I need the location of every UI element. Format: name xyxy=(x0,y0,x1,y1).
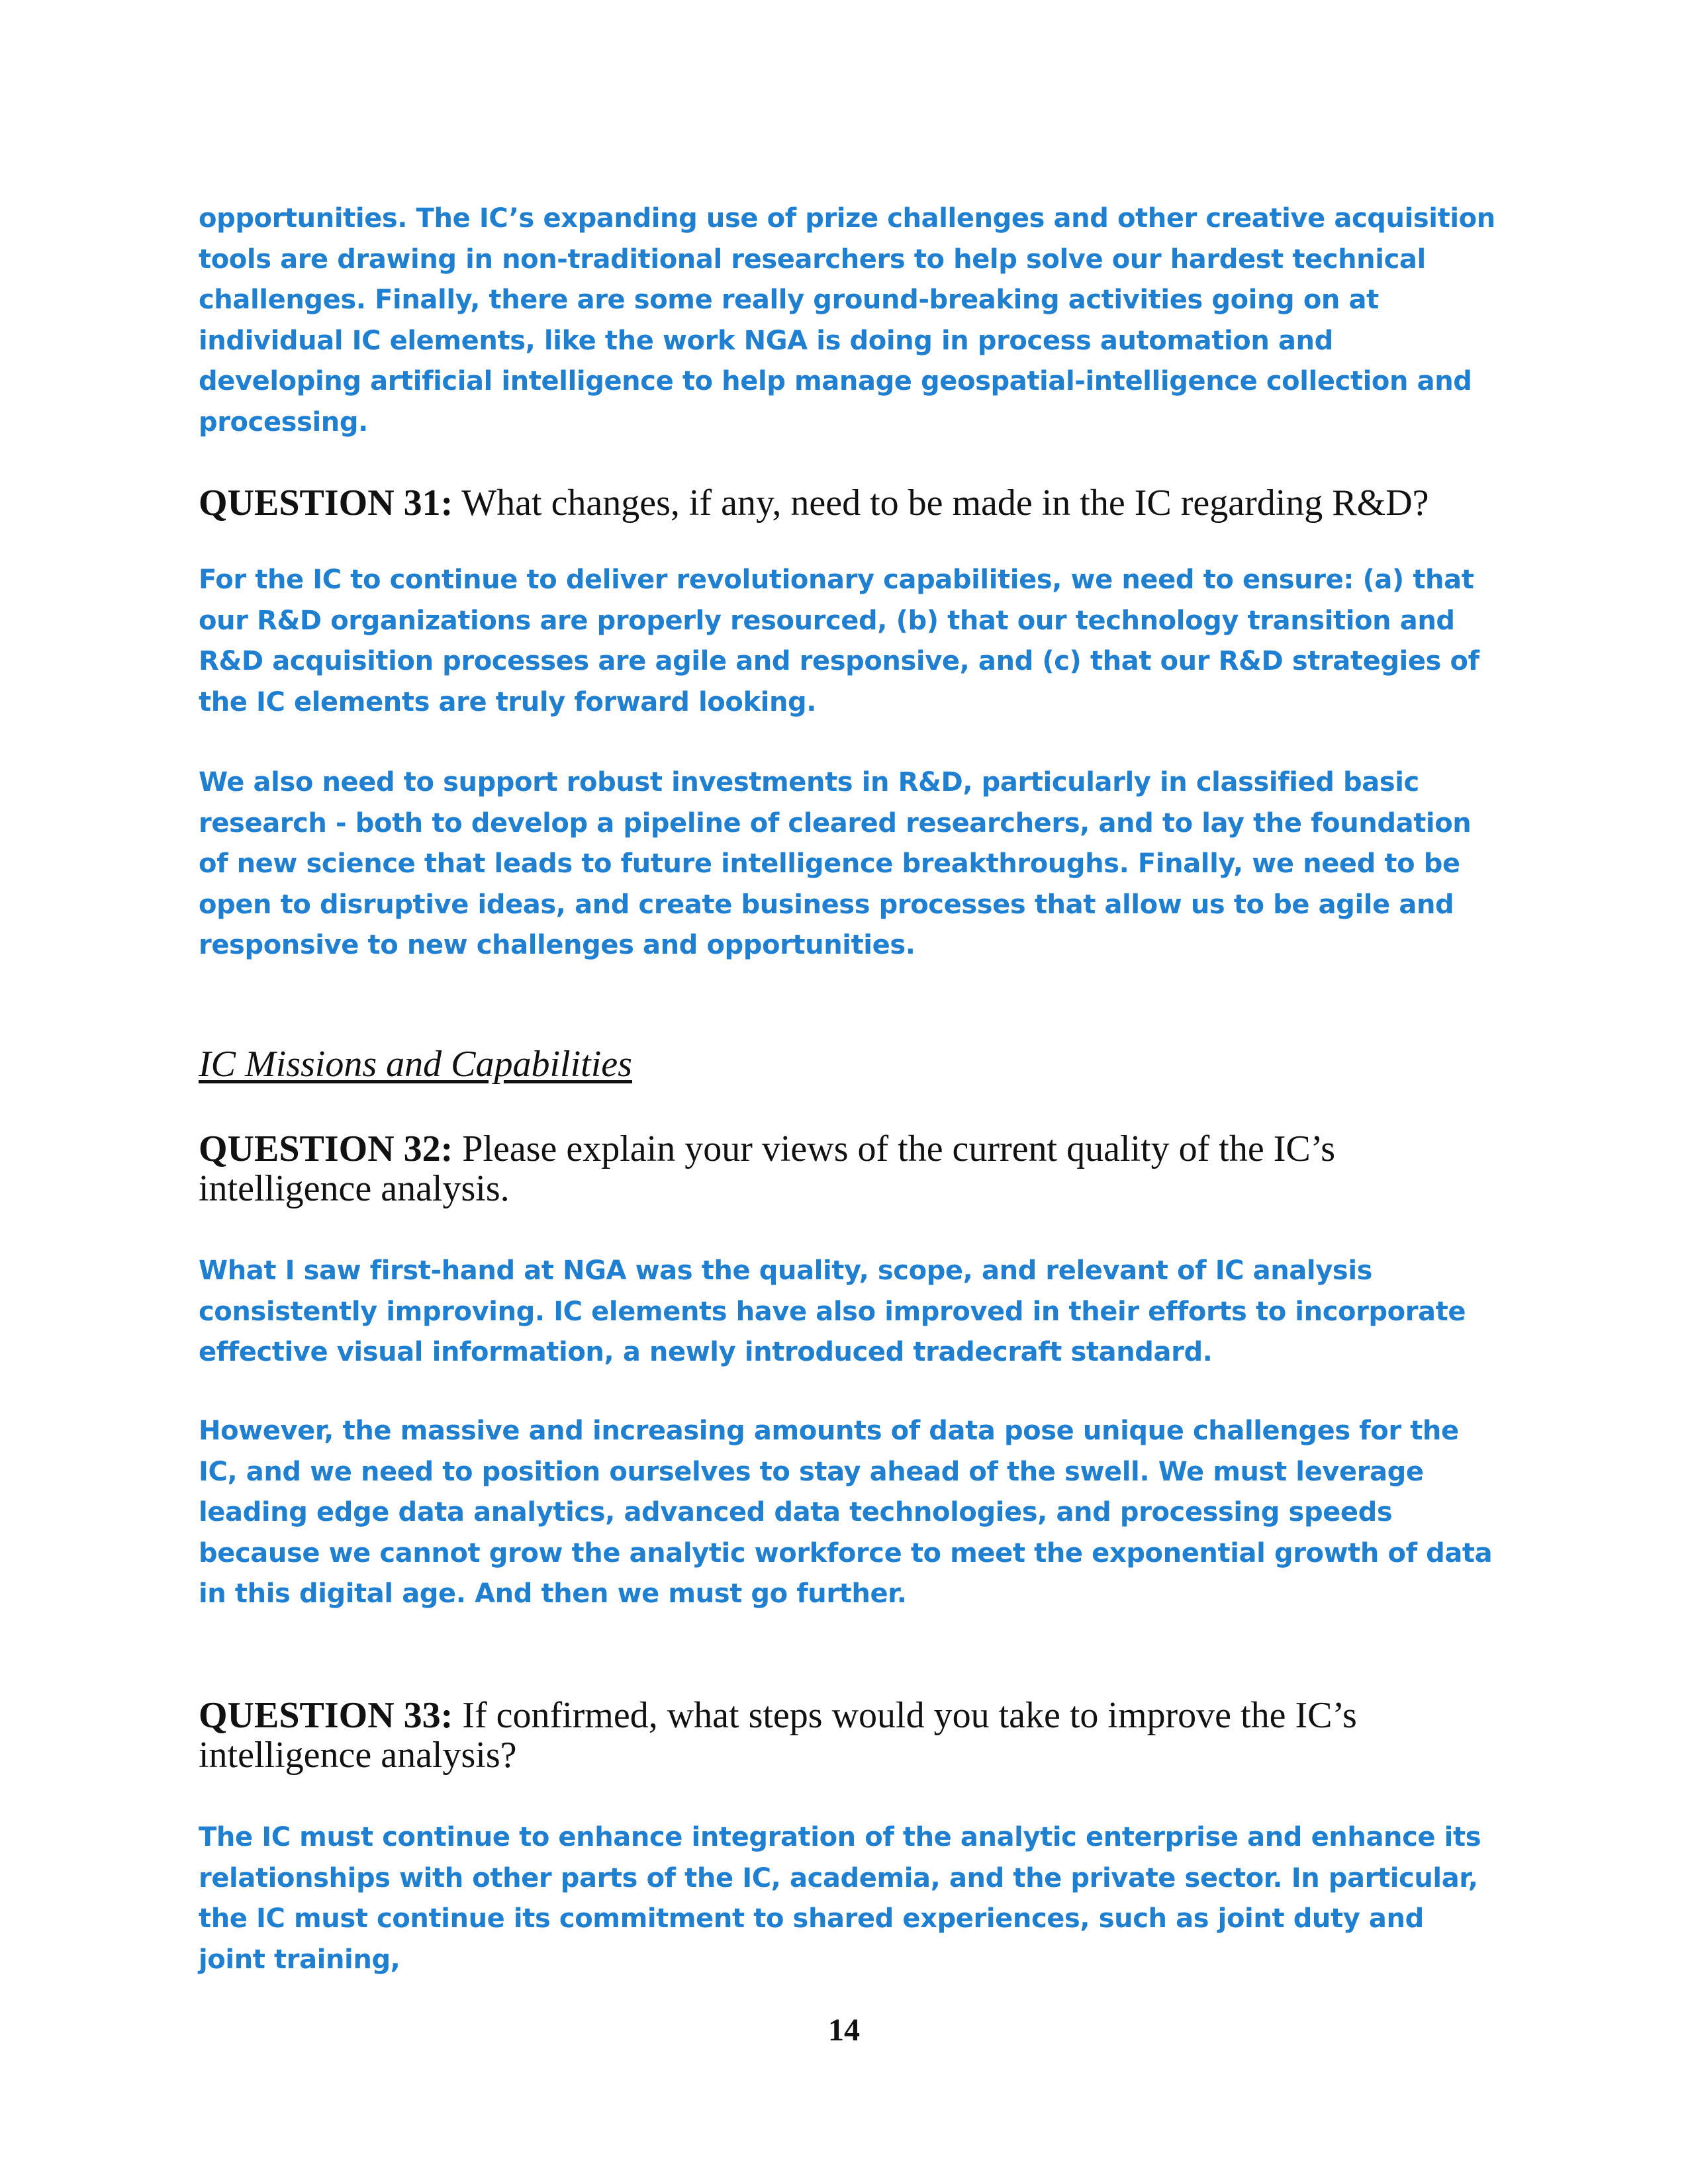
question-31 xyxy=(199,483,1496,523)
answer-31-paragraph-2: We also need to support robust investments in R&D, particularly in classified basic research - both to develop a pipeline of cleared researchers, and to lay the foundation of new science that leads to future intelligence breakthroughs. Finally, we need to be open to disruptive ideas, and create business processes that allow us to be agile and responsive to new challenges and opportunities. xyxy=(199,767,1472,960)
answer-33-paragraph-1: The IC must continue to enhance integration of the analytic enterprise and enhance its relationships with other parts of the IC, academia, and the private sector. In particular, the IC must continue its commitment to shared experiences, such as joint duty and joint training, xyxy=(199,1822,1481,1975)
question-32 xyxy=(199,1129,1496,1208)
question-33-label: QUESTION 33: xyxy=(199,1695,453,1736)
answer-32-paragraph-2: However, the massive and increasing amounts of data pose unique challenges for the IC, and we need to position ourselves to stay ahead of the swell. We must leverage leading edge data analytics, advanced data technologies, and processing speeds because we cannot grow the analytic workforce to meet the exponential growth of data in this digital age. And then we must go further. xyxy=(199,1416,1493,1609)
question-33-text: If confirmed, what steps would you take to improve the IC’s intelligence analysis? xyxy=(199,1695,1357,1776)
question-32-text: Please explain your views of the current quality of the IC’s intelligence analysis. xyxy=(199,1128,1336,1209)
answer-31-paragraph-1: For the IC to continue to deliver revolutionary capabilities, we need to ensure: (a) that our R&D organizations are properly resourced, (b) that our technology transition and R&D acquisition processes are agile and responsive, and (c) that our R&D strategies of the IC elements are truly forward looking. xyxy=(199,565,1479,717)
section-heading: IC Missions and Capabilities xyxy=(199,1044,632,1085)
page-number: 14 xyxy=(828,2013,860,2048)
question-33 xyxy=(199,1696,1496,1775)
answer-paragraph-continued: opportunities. The IC’s expanding use of prize challenges and other creative acquisition tools are drawing in non-traditional researchers to help solve our hardest technical challenges. Finally, there are some really ground-breaking activities going on at individual IC elements, like the work NGA is doing in process automation and developing artificial intelligence to help manage geospatial-intelligence collection and processing. xyxy=(199,203,1495,437)
answer-32-paragraph-1: What I saw first-hand at NGA was the quality, scope, and relevant of IC analysis consistently improving. IC elements have also improved in their efforts to incorporate effective visual information, a newly introduced tradecraft standard. xyxy=(199,1255,1466,1367)
question-31-label: QUESTION 31: xyxy=(199,482,453,523)
question-31-text: What changes, if any, need to be made in the IC regarding R&D? xyxy=(461,482,1429,523)
question-32-label: QUESTION 32: xyxy=(199,1128,453,1169)
